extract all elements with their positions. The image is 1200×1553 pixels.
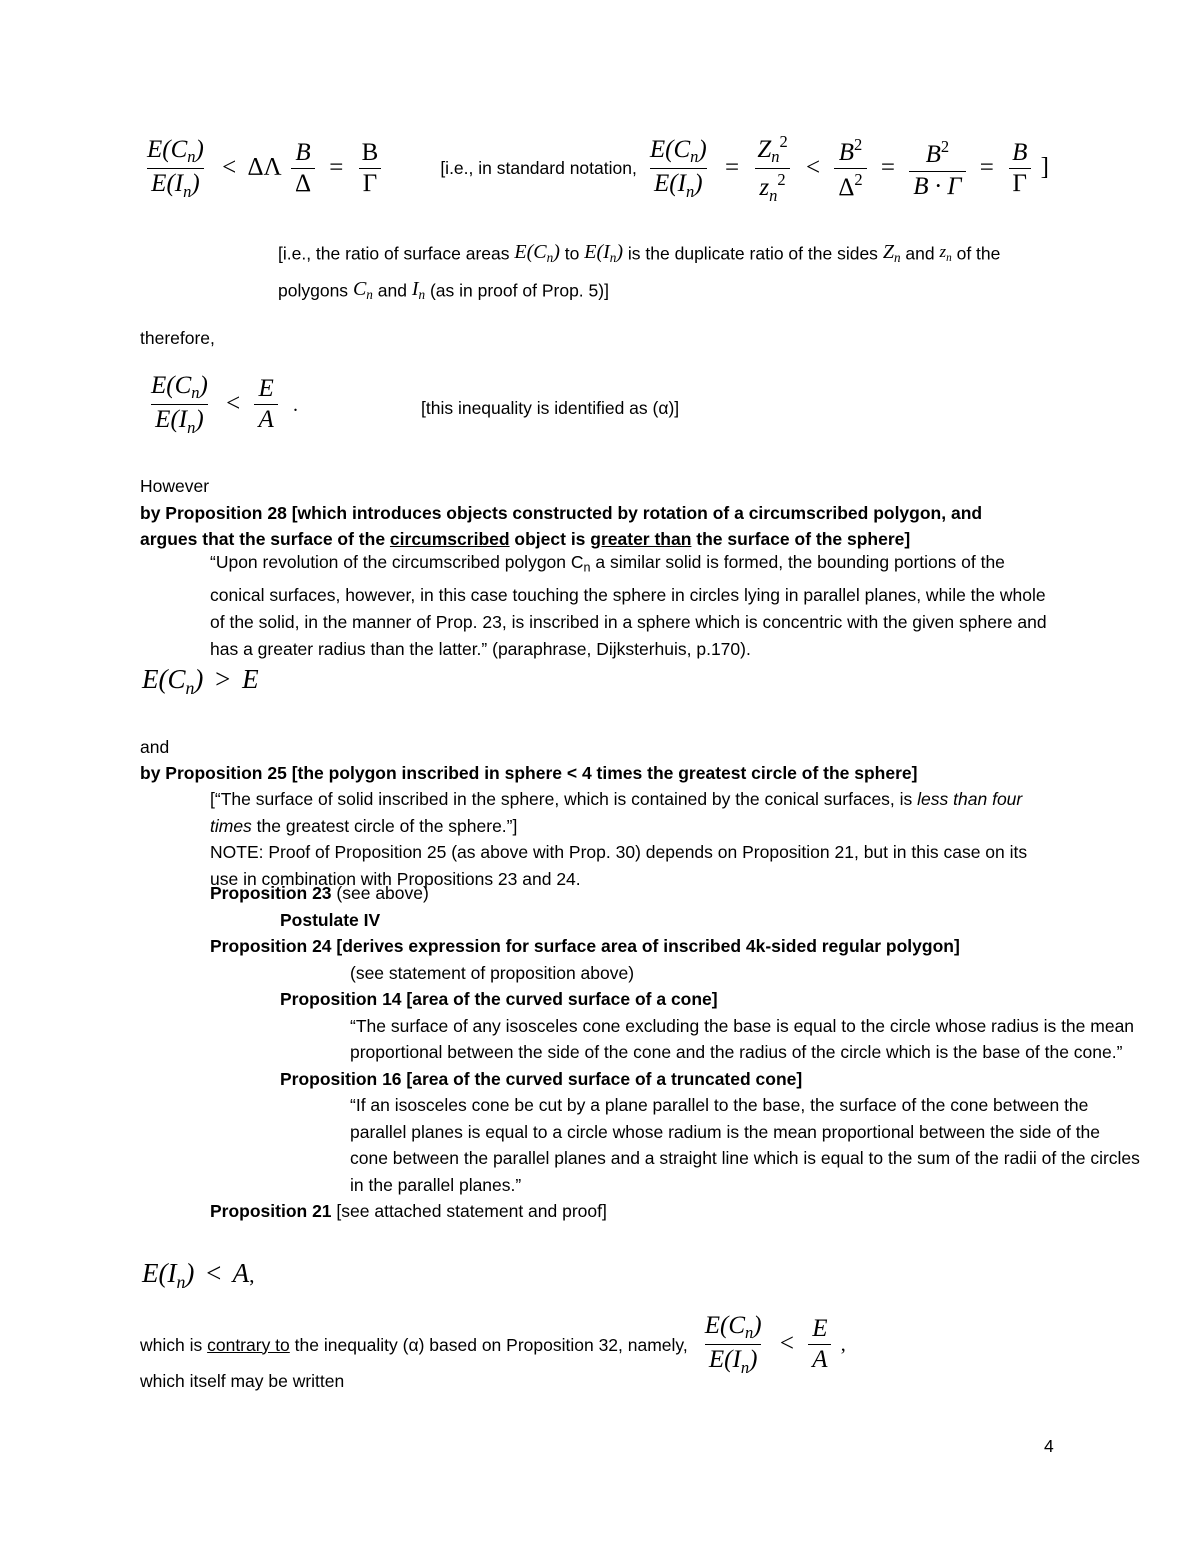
ratio-note-text-5: of the polygons [278,243,1001,301]
eq1r-close-bracket: ] [1040,153,1049,181]
eq1r-num: E(C [649,136,691,164]
eq1r-b2b: B [925,141,941,169]
ein-lt-a-lhs: E(I [142,1258,177,1288]
ratio-note-ein: E(In) [584,240,624,265]
eq1r-z-den-sub: n [769,185,778,205]
tree-item-prop16 [280,1066,1070,1093]
contrary-rden: A [808,1344,831,1374]
eq1r-b-dot-gamma: B · Γ [913,172,962,200]
eq1-bdelta-den: Δ [291,168,315,198]
ratio-note-text-3: is the duplicate ratio of the sides [627,243,878,264]
ratio-explanation-note [278,236,1068,310]
eq1-num-close: ) [195,136,204,164]
ratio-note-Cn: Cn [352,277,373,302]
tree-item-prop23-label: Proposition 23 [210,883,332,903]
ratio-note-ecn: E(Cn) [514,240,560,265]
therefore-label: therefore, [140,328,215,348]
prop28-heading-line2c: the surface of the sphere] [691,528,911,549]
proposition-28-heading [140,500,1070,552]
prop25-quote-part2: the greatest circle of the sphere.”] [251,815,518,836]
equation-1-left-ratio [140,136,385,202]
alpha-identification-note: [this inequality is identified as (α)] [421,398,680,418]
tree-item-prop24 [210,933,1070,960]
ratio-note-text-2: to [564,243,580,264]
alpha-num: E(C [151,372,192,399]
ratio-note-zn: zn [939,242,952,264]
eq1-equals-1: = [329,153,344,181]
contrary-text [140,1332,688,1359]
ratio-note-In: In [411,277,426,302]
ecn-gt-e-operator: > [215,664,231,694]
ecn-gt-e-rhs: E [242,664,259,694]
ein-lt-a-operator: < [206,1258,222,1288]
eq1r-less-than: < [805,153,821,181]
eq1r-equals-2: = [880,153,896,181]
tree-item-prop21 [210,1198,1070,1225]
ratio-note-Zn: Zn [882,240,901,265]
eq1r-b-final: B [1012,139,1028,167]
prop25-quote [210,786,1060,839]
contrary-equation: $\frac{E(Cn)}{E(In)}$ < $\frac{E}{A}$ , [704,1312,846,1377]
tree-item-prop24-label: Proposition 24 [derives expression for surface area of inscribed 4k-sided regular polygon] [210,936,960,956]
prop28-heading-line2b: object is [509,528,591,549]
contrary-rnum: E [812,1315,828,1343]
equation-ein-less-a: E(In) < A, [142,1258,255,1292]
prop28-underline-greater-than: greater than [590,528,692,549]
tree-item-prop24-see-statement [350,960,1070,987]
page-number: 4 [1044,1436,1054,1456]
eq1r-gamma-final: Γ [1009,168,1031,198]
alpha-period: . [293,393,298,416]
tree-item-prop16-quote [350,1092,1140,1198]
eq1r-equals-3: = [979,153,994,181]
contrary-den: E(I [708,1346,741,1374]
ratio-note-text-6: and [377,280,407,301]
eq1r-num-sub: n [690,147,699,167]
equation-1-right-chain [643,132,1049,206]
eq1r-equals-1: = [724,153,740,181]
tree-item-postulate-iv [280,907,1070,934]
alpha-less-than: < [226,389,241,417]
eq1-num: E(C [147,136,188,164]
eq1r-b2-sup: 2 [854,135,863,155]
tree-item-prop21-rest: [see attached statement and proof] [331,1201,607,1221]
eq1r-z-den: z [759,174,770,202]
eq1-less-than: < [222,153,237,181]
prop28-heading-line1: [which introduces objects constructed by rotation of a circumscribed polygon, and [291,502,983,523]
eq1r-den-sub: n [685,181,695,201]
eq1-num-sub: n [187,147,196,167]
contrary-underline: contrary to [207,1334,290,1355]
eq1r-z-num-sub: n [771,147,780,167]
ratio-note-text-1: [i.e., the ratio of surface areas [278,243,510,264]
eq1r-num-close: ) [698,136,707,164]
prop28-quote-part1: “Upon revolution of the circumscribed polygon C [210,552,584,572]
ratio-note-text-4: and [905,243,935,264]
prop28-underline-circumscribed: circumscribed [389,528,510,549]
eq1r-den-close: ) [694,170,703,198]
eq1r-z-num-sup: 2 [779,132,788,151]
alpha-rnum: E [258,375,274,403]
prop25-note: NOTE: Proof of Proposition 25 (as above with Prop. 30) depends on Proposition 21, but in this case on its use in combination with Propositions 23 and 24. [210,842,1028,889]
eq1-den: E(I [151,170,184,198]
eq1r-delta2: Δ [838,174,855,202]
eq1-bdelta-num: B [295,139,311,167]
equation-line-1 [140,132,1049,206]
tree-item-prop24-see-statement-text: (see statement of proposition above) [350,962,635,983]
tree-item-prop23-rest: (see above) [331,883,429,903]
alpha-rden: A [254,404,277,434]
equation-ecn-greater-e: E(Cn) > E [142,664,259,698]
eq1r-z-num: Z [757,136,772,164]
eq1-den-close: ) [191,170,200,198]
eq1r-z-den-sup: 2 [777,170,786,190]
proposition-dependency-tree [140,880,1140,1225]
proposition-25-heading: by Proposition 25 [the polygon inscribed in sphere < 4 times the greatest circle of the sphere] [140,763,918,783]
alpha-den: E(I [155,406,188,434]
equation-alpha: $\frac{E(Cn)}{E(In)}$ < $\frac{E}{A}$ . [151,372,298,437]
ein-lt-a-rhs: A [232,1258,250,1288]
tree-item-prop16-label: Proposition 16 [area of the curved surface of a truncated cone] [280,1068,803,1089]
proposition-25-body [210,786,1060,892]
proposition-28-quote [210,549,1060,663]
tree-item-postulate-iv-label: Postulate IV [280,909,381,930]
prop28-quote-part2: a similar solid is formed, the bounding portions of the conical surfaces, however, in this case touching the sphere in circles lying in parallel planes, while the whole of the solid, in the manner of Prop. 23, is inscribed in a sphere which is concentric with the given sphere and has a greater radius than the latter.” (paraphrase, Dijksterhuis, p.170). [210,552,1047,659]
and-label: and [140,737,170,757]
tree-item-prop21-label: Proposition 21 [210,1201,332,1221]
prop25-quote-part1: [“The surface of solid inscribed in the sphere, which is contained by the conical surfaces, is [210,789,918,809]
which-itself-line: which itself may be written [140,1371,345,1391]
tree-item-prop16-quote-text: “If an isosceles cone be cut by a plane parallel to the base, the surface of the cone between the parallel planes is equal to a circle whose radium is the mean proportional between the side of the cone between the parallel planes and a straight line which is equal to the sum of the radii of the circles in the parallel planes.” [350,1095,1140,1195]
eq1-delta-lambda: ΔΛ [247,153,282,181]
tree-item-prop14 [280,986,1070,1013]
contrary-text-b: the inequality (α) based on Proposition 32, namely, [289,1334,688,1355]
ratio-note-text-7: (as in proof of Prop. 5)] [429,280,609,301]
eq1-bgamma-den: Γ [359,168,381,198]
however-label: However [140,476,210,496]
eq1r-b2: B [838,139,854,167]
prop28-heading-line2a: argues that the surface of the [140,528,390,549]
eq1r-b2b-sup: 2 [940,137,950,157]
ecn-gt-e-lhs: E(C [142,664,186,694]
tree-item-prop14-label: Proposition 14 [area of the curved surface of a cone] [280,989,718,1009]
tree-item-prop14-quote [350,1013,1140,1066]
eq1-den-sub: n [183,181,192,201]
contrary-text-a: which is [140,1334,208,1355]
prop28-heading-prefix: by Proposition 28 [140,502,292,523]
tree-item-prop14-quote-text: “The surface of any isosceles cone excluding the base is equal to the circle whose radius is the mean proportional between the side of the cone and the radius of the circle which is the base of the cone.” [350,1015,1135,1062]
eq1r-delta2-sup: 2 [854,170,863,190]
contrary-num: E(C [704,1312,746,1339]
contrary-less-than: < [779,1329,794,1357]
however-block [140,473,1070,552]
tree-item-prop23 [210,880,1070,907]
equation-1-inline-note: [i.e., in standard notation, [440,158,637,179]
prop28-quote-subscript-n: n [583,560,591,575]
eq1-bgamma-num: B [361,139,379,167]
prop25-quote-italic: less than four times [210,789,1023,836]
eq1r-den: E(I [654,170,686,198]
